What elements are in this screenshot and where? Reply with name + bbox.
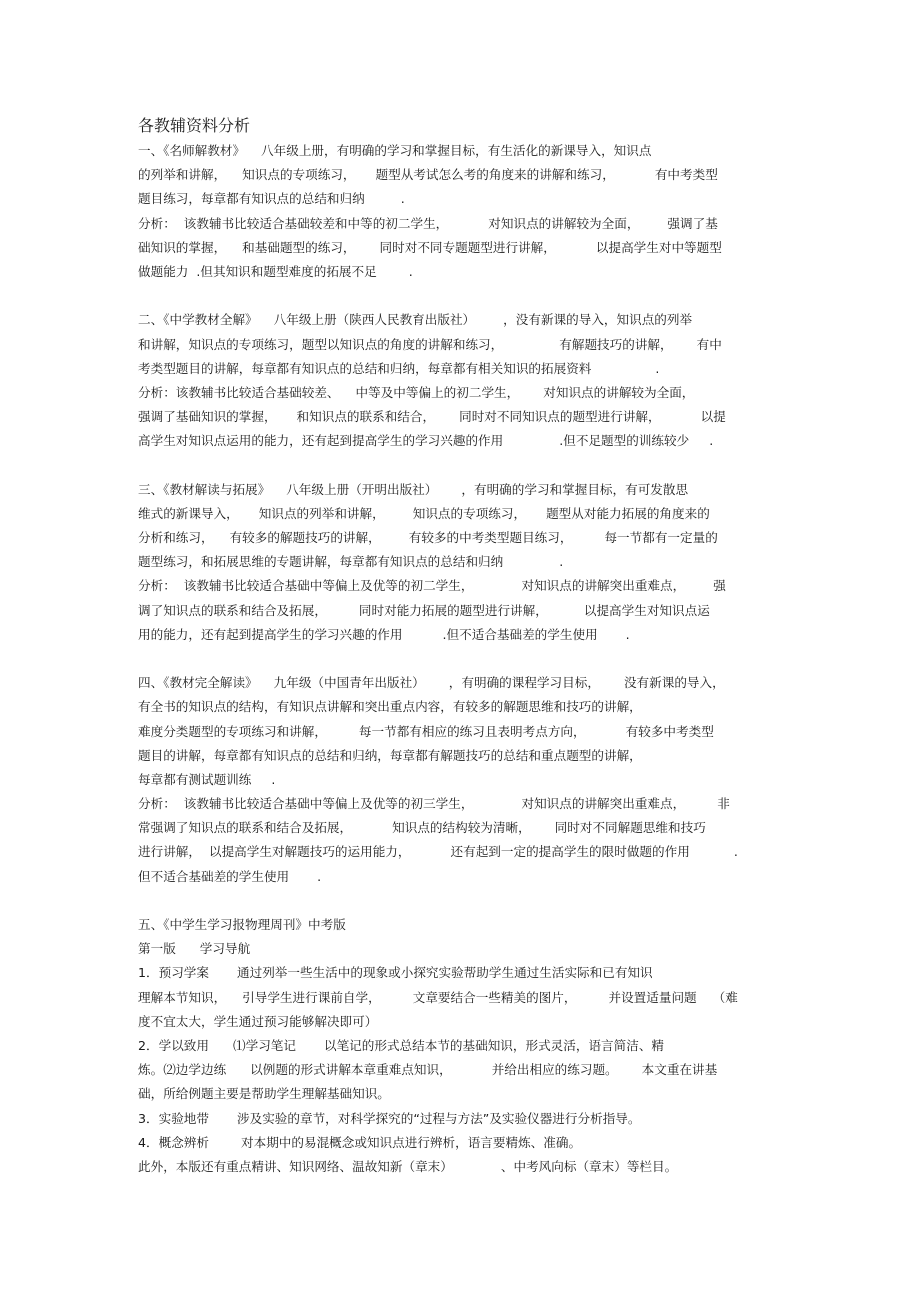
text-line: 常强调了知识点的联系和结合及拓展， 知识点的结构较为清晰， 同时对不同解题思维和技巧: [138, 820, 706, 836]
text-line: 高学生对知识点运用的能力，还有起到提高学生的学习兴趣的作用 .但不足题型的训练较少 .: [138, 433, 714, 449]
text-line: 五、《中学生学习报物理周刊》中考版: [138, 917, 346, 932]
text-line: 但不适合基础差的学生使用 .: [138, 868, 322, 884]
text-line: 1．预习学案 通过列举一些生活中的现象或小探究实验帮助学生通过生活实际和已有知识: [138, 965, 653, 981]
text-line: 分析： 该教辅书比较适合基础中等偏上及优等的初二学生， 对知识点的讲解突出重难点， 强: [138, 578, 726, 594]
text-line: 分析：该教辅书比较适合基础较差、 中等及中等偏上的初二学生， 对知识点的讲解较为全面，: [138, 384, 695, 400]
section-2: [138, 308, 790, 453]
text-line: 用的能力，还有起到提高学生的学习兴趣的作用 .但不适合基础差的学生使用 .: [138, 626, 630, 642]
text-line: 分析： 该教辅书比较适合基础中等偏上及优等的初三学生， 对知识点的讲解突出重难点， 非: [138, 796, 730, 812]
text-line: 难度分类题型的专项练习和讲解， 每一节都有相应的练习且表明考点方向， 有较多中考类型: [138, 723, 714, 739]
text-line: 4．概念辨析 对本期中的易混概念或知识点进行辨析，语言要精炼、准确。: [138, 1134, 582, 1150]
text-line: 度不宜太大，学生通过预习能够解决即可）: [138, 1013, 378, 1029]
text-line: 调了知识点的联系和结合及拓展， 同时对能力拓展的题型进行讲解， 以提高学生对知识点运: [138, 602, 710, 618]
text-line: 础知识的掌握， 和基础题型的练习， 同时对不同专题题型进行讲解， 以提高学生对中等题型: [138, 239, 722, 255]
text-line: 分析和练习， 有较多的解题技巧的讲解， 有较多的中考类型题目练习， 每一节都有一定量的: [138, 530, 718, 545]
text-line: 理解本节知识， 引导学生进行课前自学， 文章要结合一些精美的图片， 并设置适量问题 （难: [138, 989, 738, 1005]
text-line: 一、《名师解教材》 八年级上册，有明确的学习和掌握目标，有生活化的新课导入，知识点: [138, 143, 652, 158]
paragraph-gap: [138, 647, 790, 671]
text-line: 强调了基础知识的掌握， 和知识点的联系和结合， 同时对不同知识点的题型进行讲解， 以提: [138, 409, 726, 425]
text-line: 和讲解，知识点的专项练习，题型以知识点的角度的讲解和练习， 有解题技巧的讲解， 有中: [138, 336, 722, 352]
section-1: [138, 139, 790, 284]
text-line: 3．实验地带 涉及实验的章节，对科学探究的“过程与方法”及实验仪器进行分析指导。: [138, 1110, 641, 1126]
paragraph-gap: [138, 284, 790, 308]
text-line: 础，所给例题主要是帮助学生理解基础知识。: [138, 1086, 390, 1102]
text-line: 每章都有测试题训练 .: [138, 771, 276, 787]
text-line: 炼。⑵边学边练 以例题的形式讲解本章重难点知识， 并给出相应的练习题。 本文重在讲基: [138, 1062, 718, 1078]
text-line: 题目的讲解，每章都有知识点的总结和归纳，每章都有解题技巧的总结和重点题型的讲解，: [138, 747, 642, 763]
text-line: 考类型题目的讲解，每章都有知识点的总结和归纳，每章都有相关知识的拓展资料 .: [138, 360, 660, 376]
paragraph-gap: [138, 453, 790, 477]
text-line: 第一版 学习导航: [138, 941, 251, 957]
section-5: [138, 913, 790, 1179]
document-title: 各教辅资料分析: [138, 116, 251, 135]
text-line: 的列举和讲解， 知识点的专项练习， 题型从考试怎么考的角度来的讲解和练习， 有中考类型: [138, 167, 718, 183]
text-line: 题目练习，每章都有知识点的总结和归纳 .: [138, 191, 405, 207]
text-line: 三、《教材解读与拓展》 八年级上册（开明出版社） ，有明确的学习和掌握目标，有可发散思: [138, 481, 689, 497]
section-4: [138, 671, 790, 889]
text-line: 进行讲解， 以提高学生对解题技巧的运用能力， 还有起到一定的提高学生的限时做题的作用 .: [138, 844, 738, 860]
text-line: 2．学以致用 ⑴学习笔记 以笔记的形式总结本节的基础知识，形式灵活，语言简洁、精: [138, 1037, 665, 1053]
text-line: 二、《中学教材全解》 八年级上册（陕西人民教育出版社） ，没有新课的导入，知识点的列举: [138, 312, 693, 328]
paragraph-gap: [138, 889, 790, 913]
text-line: 维式的新课导入， 知识点的列举和讲解， 知识点的专项练习， 题型从对能力拓展的角度来的: [138, 505, 710, 521]
text-line: 做题能力 .但其知识和题型难度的拓展不足 .: [138, 263, 413, 279]
text-line: 题型练习，和拓展思维的专题讲解，每章都有知识点的总结和归纳 .: [138, 554, 564, 570]
text-line: 分析： 该教辅书比较适合基础较差和中等的初二学生， 对知识点的讲解较为全面， 强调了基: [138, 215, 718, 231]
document-page: [138, 116, 790, 1179]
text-line: 此外，本版还有重点精讲、知识网络、温故知新（章末） 、中考风向标（章末）等栏目。: [138, 1158, 678, 1174]
text-line: 有全书的知识点的结构，有知识点讲解和突出重点内容，有较多的解题思维和技巧的讲解，: [138, 699, 642, 715]
section-3: [138, 478, 790, 647]
text-line: 四、《教材完全解读》 九年级（中国青年出版社） ，有明确的课程学习目标， 没有新课的导入，: [138, 675, 725, 691]
